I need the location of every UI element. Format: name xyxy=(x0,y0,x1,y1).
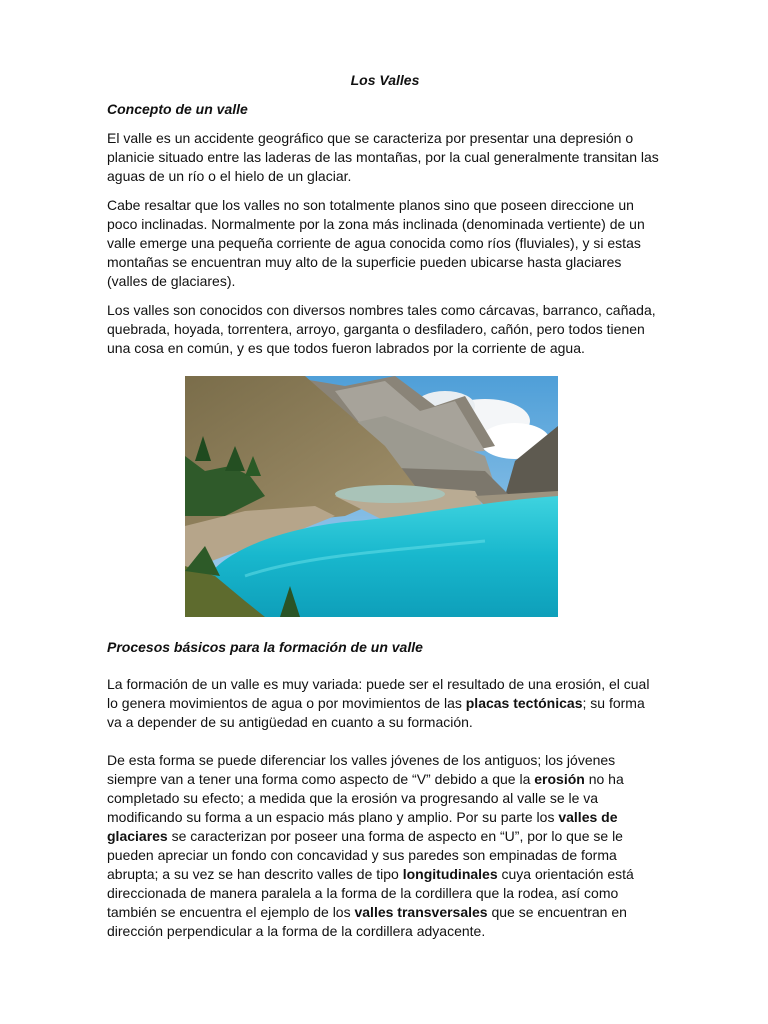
text-fragment: La formación de un valle es muy variada: puede ser el resultado de una erosión, el cual lo genera movimientos de agua o por movimientos de las xyxy=(107,676,650,711)
paragraph-definition: El valle es un accidente geográfico que se caracteriza por presentar una depresión o planicie situado entre las laderas de las montañas, por la cual generalmente transitan las aguas de un río o el hielo de un glaciar. xyxy=(107,130,659,184)
bold-term-valles-transversales: valles transversales xyxy=(354,904,488,920)
paragraph-names: Los valles son conocidos con diversos nombres tales como cárcavas, barranco, cañada, quebrada, hoyada, torrentera, arroyo, garganta o desfiladero, cañón, pero todos tienen una cosa en común, y es que todos fueron labrados por la corriente de agua. xyxy=(107,302,656,356)
text-fragment: ; su forma va a depender de su antigüedad en cuanto a su formación. xyxy=(107,695,645,730)
text-fragment: no ha completado su efecto; a medida que la erosión va progresando al valle se le va modificando su forma a un espacio más plano y amplio. Por su parte los xyxy=(107,771,624,825)
section-heading-procesos: Procesos básicos para la formación de un valle xyxy=(107,639,423,655)
text-fragment: cuya orientación está direccionada de manera paralela a la forma de la cordillera que la rodea, así como también se encuentra el ejemplo de los xyxy=(107,866,634,920)
bold-term-longitudinales: longitudinales xyxy=(402,866,498,882)
mountain-lake-photo-icon xyxy=(185,376,558,617)
text-fragment: que se encuentran en dirección perpendicular a la forma de la cordillera adyacente. xyxy=(107,904,627,939)
document-title: Los Valles xyxy=(350,72,420,88)
text-fragment: se caracterizan por poseer una forma de aspecto en “U”, por lo que se le pueden apreciar un fondo con concavidad y sus paredes son empinadas de forma abrupta; a su vez se han descrito valles de tipo xyxy=(107,828,623,882)
bold-term-valles-glaciares: valles de glaciares xyxy=(107,809,618,844)
valley-lake-photo xyxy=(185,376,558,617)
paragraph-formation xyxy=(107,675,663,732)
bold-term-erosion: erosión xyxy=(534,771,585,787)
paragraph-inclination: Cabe resaltar que los valles no son totalmente planos sino que poseen direccione un poco inclinadas. Normalmente por la zona más inclinada (denominada vertiente) de un valle emerge una pequeña corriente de agua conocida como ríos (fluviales), y si estas montañas se encuentran muy alto de la superficie pueden ubicarse hasta glaciares (valles de glaciares). xyxy=(107,197,645,289)
bold-term-placas-tectonicas: placas tectónicas xyxy=(465,695,583,711)
paragraph-young-old-valleys xyxy=(107,751,663,941)
section-heading-concepto: Concepto de un valle xyxy=(107,101,248,117)
text-fragment: De esta forma se puede diferenciar los valles jóvenes de los antiguos; los jóvenes siempre van a tener una forma como aspecto de “V” debido a que la xyxy=(107,752,616,787)
